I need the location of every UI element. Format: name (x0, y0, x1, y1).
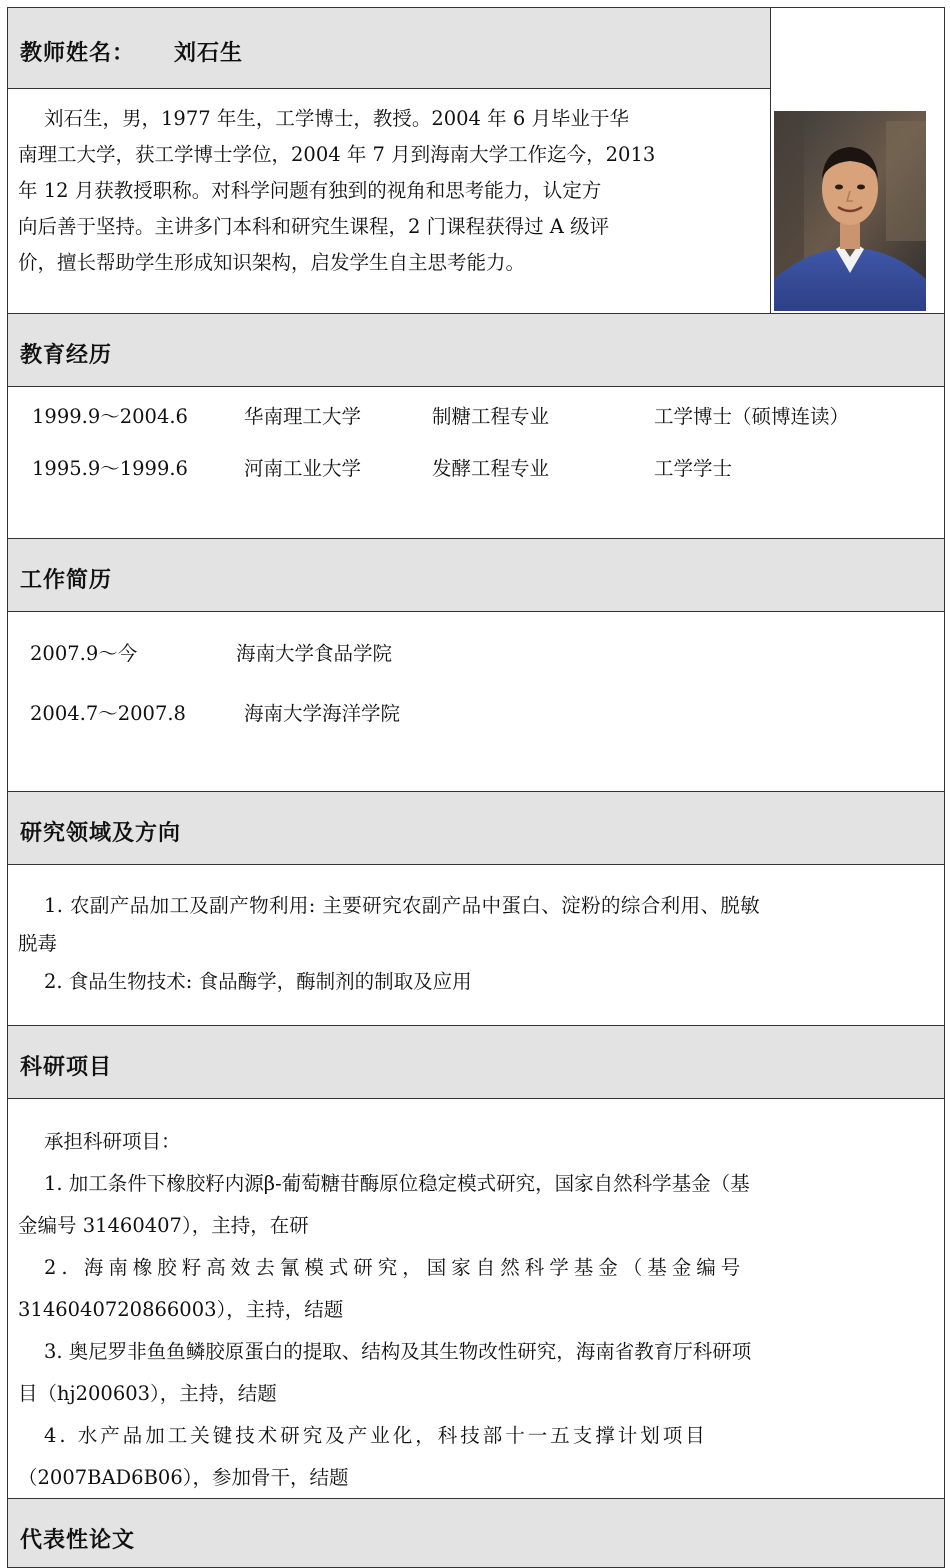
teacher-photo (774, 111, 926, 311)
edu-degree: 工学博士（硕博连读） (654, 405, 850, 428)
bio-line: 向后善于坚持。主讲多门本科和研究生课程，2 门课程获得过 A 级评 (18, 215, 610, 238)
research-text (18, 887, 936, 1001)
bio-cell (7, 88, 771, 314)
papers-header (7, 1498, 945, 1568)
project-line: 承担科研项目： (44, 1130, 181, 1153)
edu-school: 河南工业大学 (244, 457, 362, 480)
work-period: 2004.7～2007.8 (30, 702, 186, 725)
project-line: 3. 奥尼罗非鱼鱼鳞胶原蛋白的提取、结构及其生物改性研究，海南省教育厅科研项 (44, 1340, 752, 1363)
bio-line: 价，擅长帮助学生形成知识架构，启发学生自主思考能力。 (18, 251, 526, 274)
work-title: 工作简历 (20, 567, 113, 593)
projects-title: 科研项目 (20, 1054, 113, 1080)
research-line: 2. 食品生物技术: 食品酶学，酶制剂的制取及应用 (44, 970, 472, 993)
bio-text (18, 101, 763, 281)
edu-school: 华南理工大学 (244, 405, 362, 428)
name-label: 教师姓名： (20, 40, 136, 66)
education-body (7, 386, 945, 539)
projects-text (18, 1121, 936, 1499)
edu-degree: 工学学士 (654, 457, 733, 480)
edu-period: 1995.9～1999.6 (32, 457, 188, 480)
project-line: 4. 水产品加工关键技术研究及产业化，科技部十一五支撑计划项目 (44, 1424, 708, 1447)
project-line: 2. 海南橡胶籽高效去氰模式研究，国家自然科学基金（基金编号 (44, 1256, 746, 1279)
work-header (7, 538, 945, 612)
work-period: 2007.9～今 (30, 642, 138, 665)
research-line: 1. 农副产品加工及副产物利用: 主要研究农副产品中蛋白、淀粉的综合利用、脱敏 (44, 894, 761, 917)
education-title: 教育经历 (20, 342, 113, 368)
work-body (7, 611, 945, 792)
project-line: 3146040720866003），主持，结题 (18, 1298, 344, 1321)
bio-line: 刘石生，男，1977 年生，工学博士，教授。2004 年 6 月毕业于华 (44, 107, 629, 130)
bio-line: 南理工大学，获工学博士学位，2004 年 7 月到海南大学工作迄今，2013 (18, 143, 656, 166)
projects-body (7, 1098, 945, 1499)
work-org: 海南大学海洋学院 (244, 702, 401, 725)
research-body (7, 864, 945, 1026)
teacher-profile-page (7, 7, 945, 1562)
work-org: 海南大学食品学院 (236, 642, 393, 665)
portrait-image (774, 111, 926, 311)
research-header (7, 791, 945, 865)
education-header (7, 313, 945, 387)
project-line: 目（hj200603），主持，结题 (18, 1382, 277, 1405)
projects-header (7, 1025, 945, 1099)
name-header (7, 7, 771, 89)
edu-period: 1999.9～2004.6 (32, 405, 188, 428)
edu-major: 制糖工程专业 (432, 405, 550, 428)
research-title: 研究领域及方向 (20, 820, 182, 846)
research-line: 脱毒 (18, 932, 58, 955)
papers-title: 代表性论文 (20, 1527, 136, 1553)
teacher-name: 刘石生 (174, 40, 244, 66)
project-line: 1. 加工条件下橡胶籽内源β-葡萄糖苷酶原位稳定模式研究，国家自然科学基金（基 (44, 1172, 750, 1195)
edu-major: 发酵工程专业 (432, 457, 550, 480)
bio-line: 年 12 月获教授职称。对科学问题有独到的视角和思考能力，认定方 (18, 179, 602, 202)
project-line: （2007BAD6B06），参加骨干，结题 (18, 1466, 349, 1489)
project-line: 金编号 31460407），主持，在研 (18, 1214, 309, 1237)
